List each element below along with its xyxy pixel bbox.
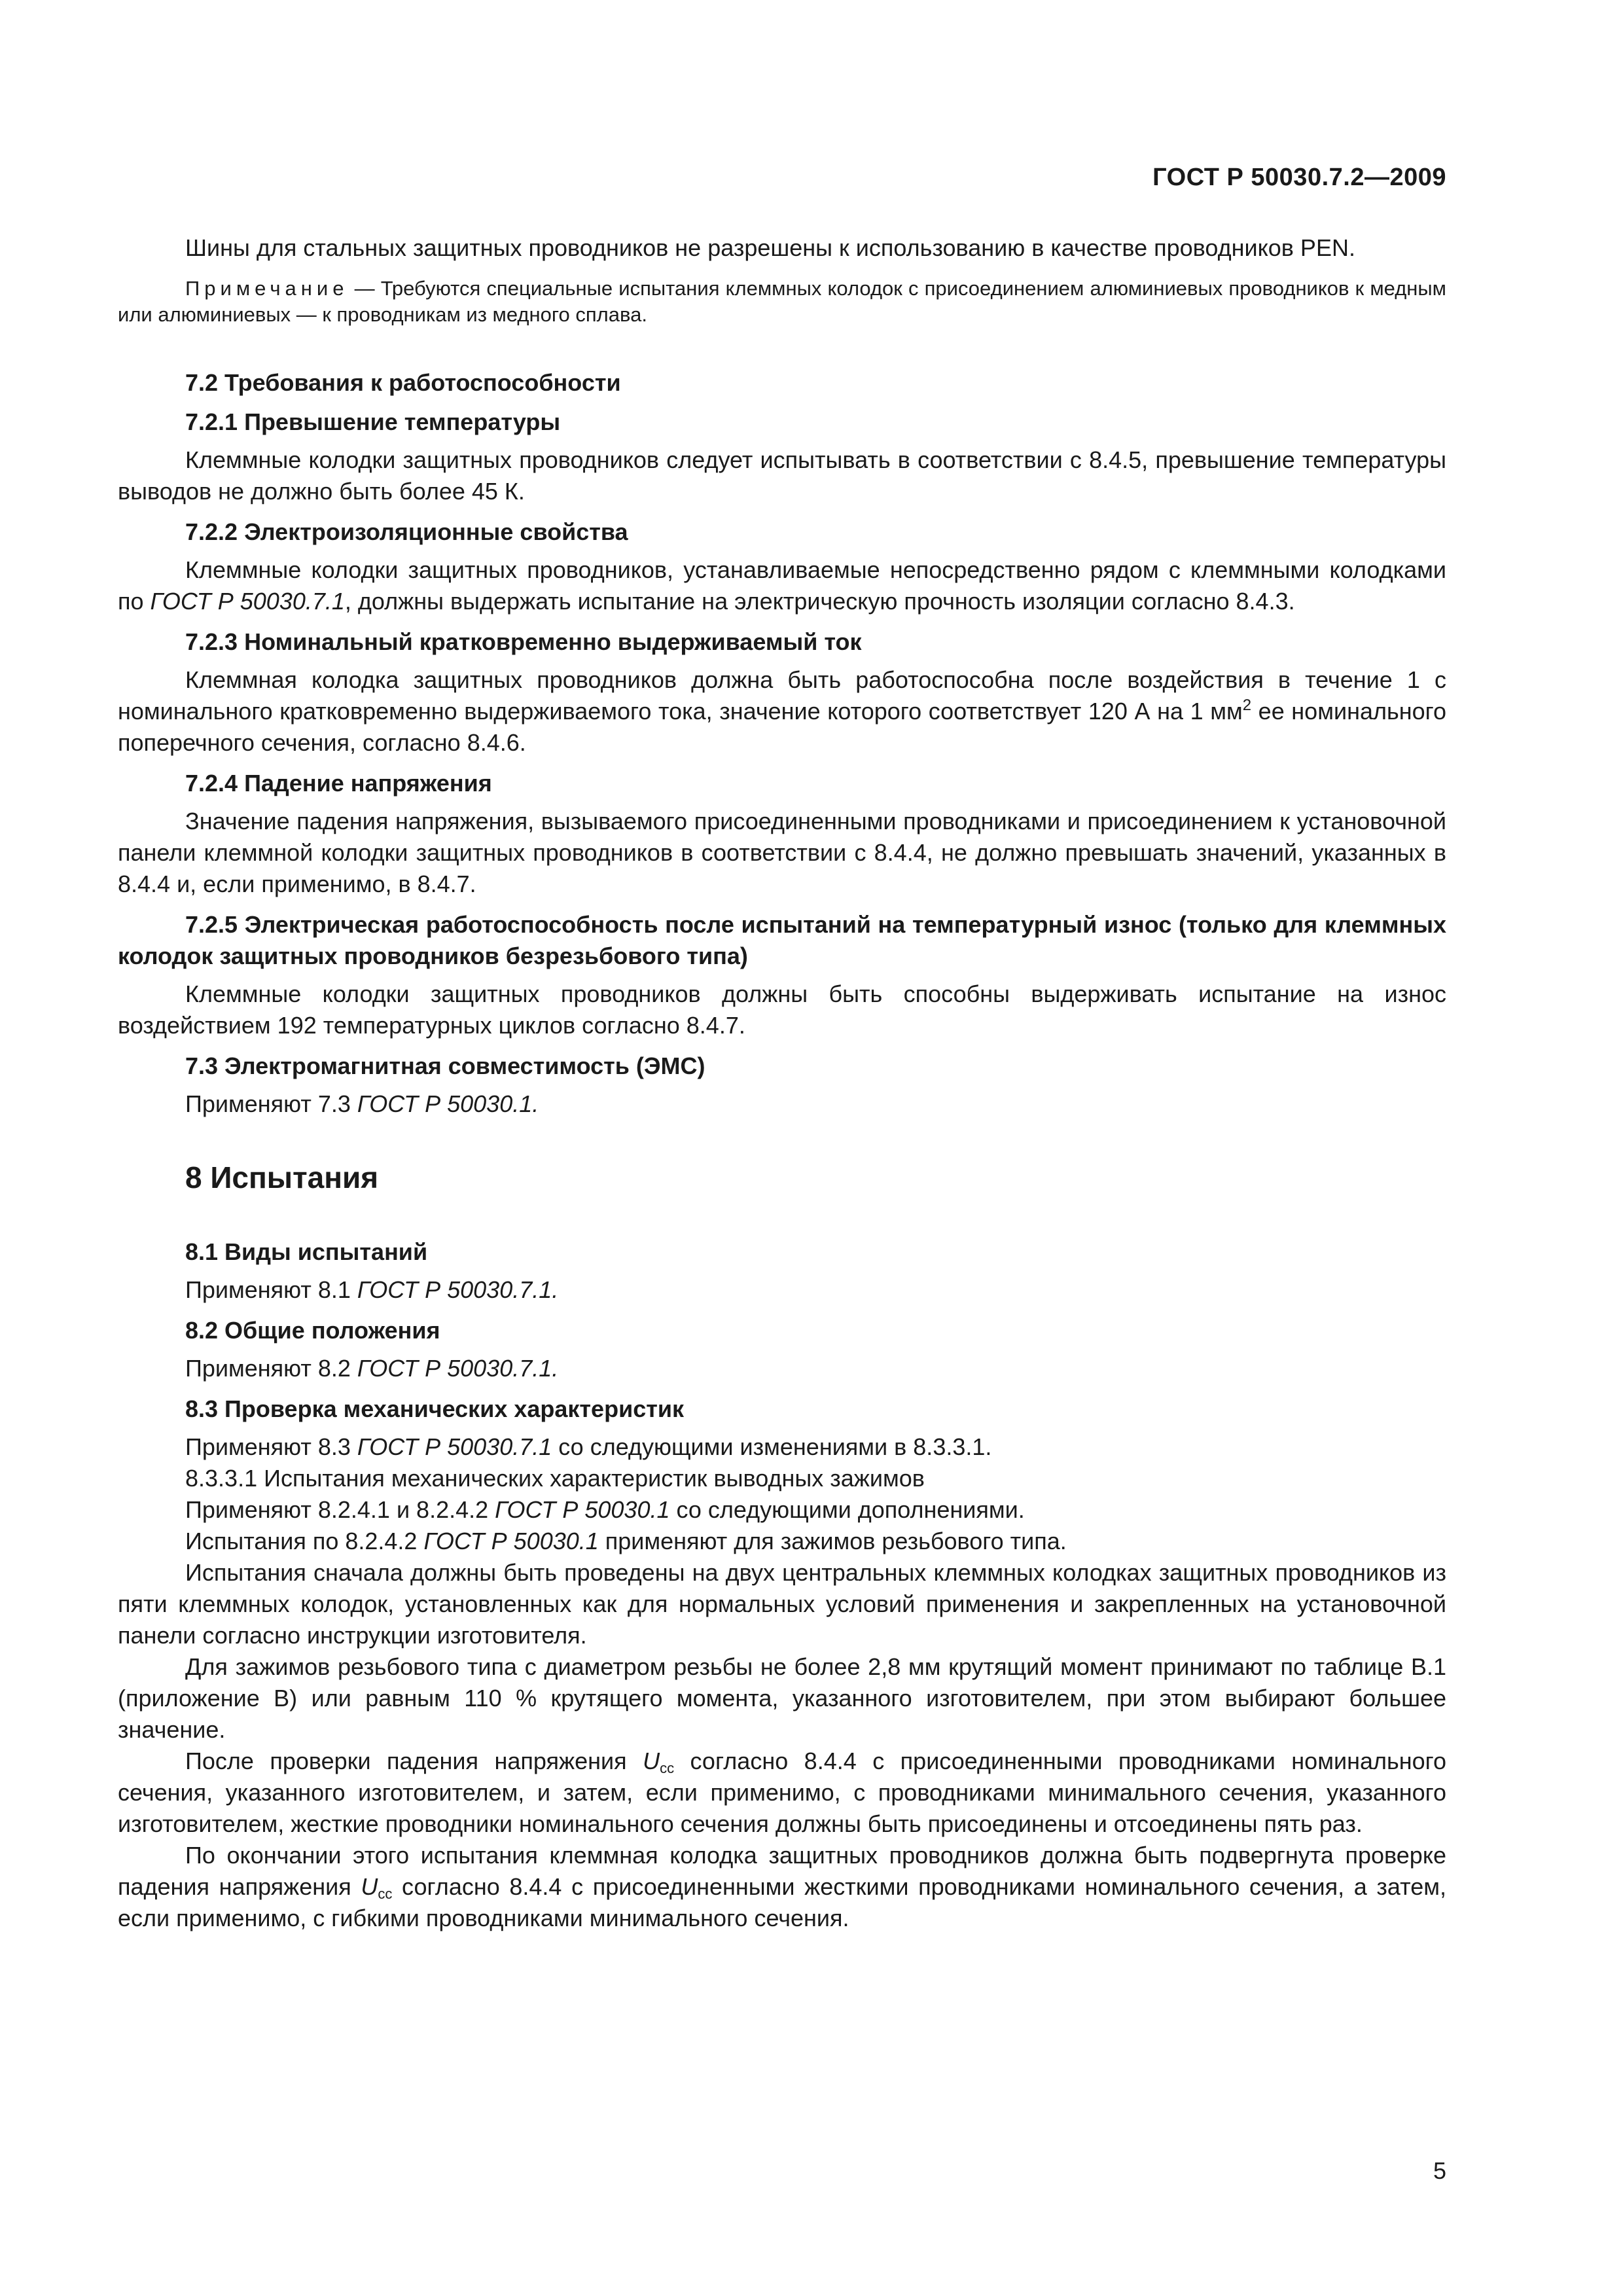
standard-reference: ГОСТ Р 50030.1 (423, 1528, 599, 1554)
section-8-2-title: 8.2 Общие положения (185, 1317, 440, 1344)
text-fragment: Клеммная колодка защитных проводников должна быть работоспособна после воздействия в течение 1 с номинального кратковременно выдерживаемого тока, значение которого соответствует 120 А на 1 мм (118, 666, 1446, 725)
text-fragment: применяют для зажимов резьбового типа. (598, 1528, 1067, 1554)
text-fragment: Испытания по 8.2.4.2 (185, 1528, 424, 1554)
text-fragment: После проверки падения напряжения (185, 1748, 643, 1774)
paragraph-pen: Шины для стальных защитных проводников не разрешены к использованию в качестве проводников PEN. (185, 234, 1355, 261)
section-7-2-1-title: 7.2.1 Превышение температуры (185, 408, 561, 435)
section-7-2-3-text (118, 664, 1446, 759)
text-fragment: согласно 8.4.4 с присоединенными жесткими проводниками номинального сечения, а затем, если применимо, с гибкими проводниками минимального сечения. (118, 1873, 1446, 1931)
text-fragment: По окончании этого испытания клеммная колодка защитных проводников должна быть подвергнута проверке падения напряжения (118, 1842, 1446, 1900)
text-fragment: Клеммные колодки защитных проводников, устанавливаемые непосредственно рядом с клеммными колодками по (118, 556, 1446, 615)
text-fragment: ее номинального поперечного сечения, согласно 8.4.6. (118, 698, 1446, 756)
note-text: — Требуются специальные испытания клеммных колодок с присоединением алюминиевых проводников к медным или алюминиевых — к проводникам из медного сплава. (118, 277, 1446, 326)
superscript: 2 (1242, 696, 1252, 714)
standard-reference: ГОСТ Р 50030.7.1. (357, 1355, 559, 1382)
standard-reference: ГОСТ Р 50030.1 (495, 1496, 670, 1523)
section-8-3-title: 8.3 Проверка механических характеристик (185, 1395, 684, 1422)
page-number: 5 (1433, 2157, 1446, 2184)
section-8-1-text (118, 1274, 1446, 1306)
standard-reference: ГОСТ Р 50030.7.1 (150, 588, 345, 615)
section-7-2-1-text: Клеммные колодки защитных проводников следует испытывать в соответствии с 8.4.5, превышение температуры выводов не должно быть более 45 К. (118, 446, 1446, 505)
text-fragment: Применяют 8.2.4.1 и 8.2.4.2 (185, 1496, 495, 1523)
section-8-3-text-7 (118, 1746, 1446, 1840)
section-8-2-text (118, 1353, 1446, 1384)
standard-reference: ГОСТ Р 50030.7.1. (357, 1276, 559, 1303)
section-7-2-2-text (118, 554, 1446, 617)
section-8-3-text-5: Испытания сначала должны быть проведены на двух центральных клеммных колодках защитных проводников из пяти клеммных колодок, установленных как для нормальных условий применения и закрепленных на установочной панели согласно инструкции изготовителя. (118, 1559, 1446, 1649)
text-fragment: со следующими изменениями в 8.3.3.1. (552, 1433, 992, 1460)
document-header: ГОСТ Р 50030.7.2—2009 (1152, 164, 1446, 191)
section-7-2-4-title: 7.2.4 Падение напряжения (185, 770, 492, 797)
note-label: Примечание (185, 277, 349, 300)
standard-reference: ГОСТ Р 50030.1. (357, 1090, 539, 1117)
section-8-1-title: 8.1 Виды испытаний (185, 1238, 428, 1265)
section-7-2-title: 7.2 Требования к работоспособности (185, 369, 621, 396)
subscript: cc (660, 1760, 675, 1776)
section-7-2-2-title: 7.2.2 Электроизоляционные свойства (185, 518, 628, 545)
document-body (118, 232, 1446, 1934)
section-8-3-text-8 (118, 1840, 1446, 1934)
section-8-3-3-1-title: 8.3.3.1 Испытания механических характеристик выводных зажимов (185, 1465, 925, 1492)
note (118, 276, 1446, 328)
section-7-3-text (118, 1088, 1446, 1120)
text-fragment: , должны выдержать испытание на электрическую прочность изоляции согласно 8.4.3. (344, 588, 1295, 615)
voltage-symbol: U (361, 1873, 378, 1900)
section-7-2-5-text: Клеммные колодки защитных проводников должны быть способны выдерживать испытание на износ воздействием 192 температурных циклов согласно 8.4.7. (118, 980, 1446, 1039)
section-8-3-text-1 (118, 1431, 1446, 1463)
text-fragment: со следующими дополнениями. (669, 1496, 1025, 1523)
section-7-2-3-title: 7.2.3 Номинальный кратковременно выдерживаемый ток (185, 628, 862, 655)
section-8-3-text-4 (118, 1526, 1446, 1557)
text-fragment: согласно 8.4.4 с присоединенными проводниками номинального сечения, указанного изготовителем, и затем, если применимо, с проводниками минимального сечения, указанного изготовителем, жесткие проводники номинального сечения должны быть присоединены и отсоединены пять раз. (118, 1748, 1446, 1837)
section-8-3-text-3 (118, 1494, 1446, 1526)
section-7-2-5-title: 7.2.5 Электрическая работоспособность после испытаний на температурный износ (только для клеммных колодок защитных проводников безрезьбового типа) (118, 911, 1446, 969)
text-fragment: Применяют 7.3 (185, 1090, 357, 1117)
section-8-3-text-6: Для зажимов резьбового типа с диаметром резьбы не более 2,8 мм крутящий момент принимают по таблице В.1 (приложение В) или равным 110 % крутящего момента, указанного изготовителем, при этом выбирают большее значение. (118, 1653, 1446, 1743)
voltage-symbol: U (643, 1748, 660, 1774)
text-fragment: Применяют 8.2 (185, 1355, 357, 1382)
section-7-3-title: 7.3 Электромагнитная совместимость (ЭМС) (185, 1052, 705, 1079)
section-8-title: 8 Испытания (185, 1160, 379, 1194)
section-7-2-4-text: Значение падения напряжения, вызываемого присоединенными проводниками и присоединением к установочной панели клеммной колодки защитных проводников в соответствии с 8.4.4, не должно превышать значений, указанных в 8.4.4 и, если применимо, в 8.4.7. (118, 808, 1446, 897)
text-fragment: Применяют 8.3 (185, 1433, 357, 1460)
standard-reference: ГОСТ Р 50030.7.1 (357, 1433, 552, 1460)
subscript: cc (378, 1886, 393, 1902)
text-fragment: Применяют 8.1 (185, 1276, 357, 1303)
